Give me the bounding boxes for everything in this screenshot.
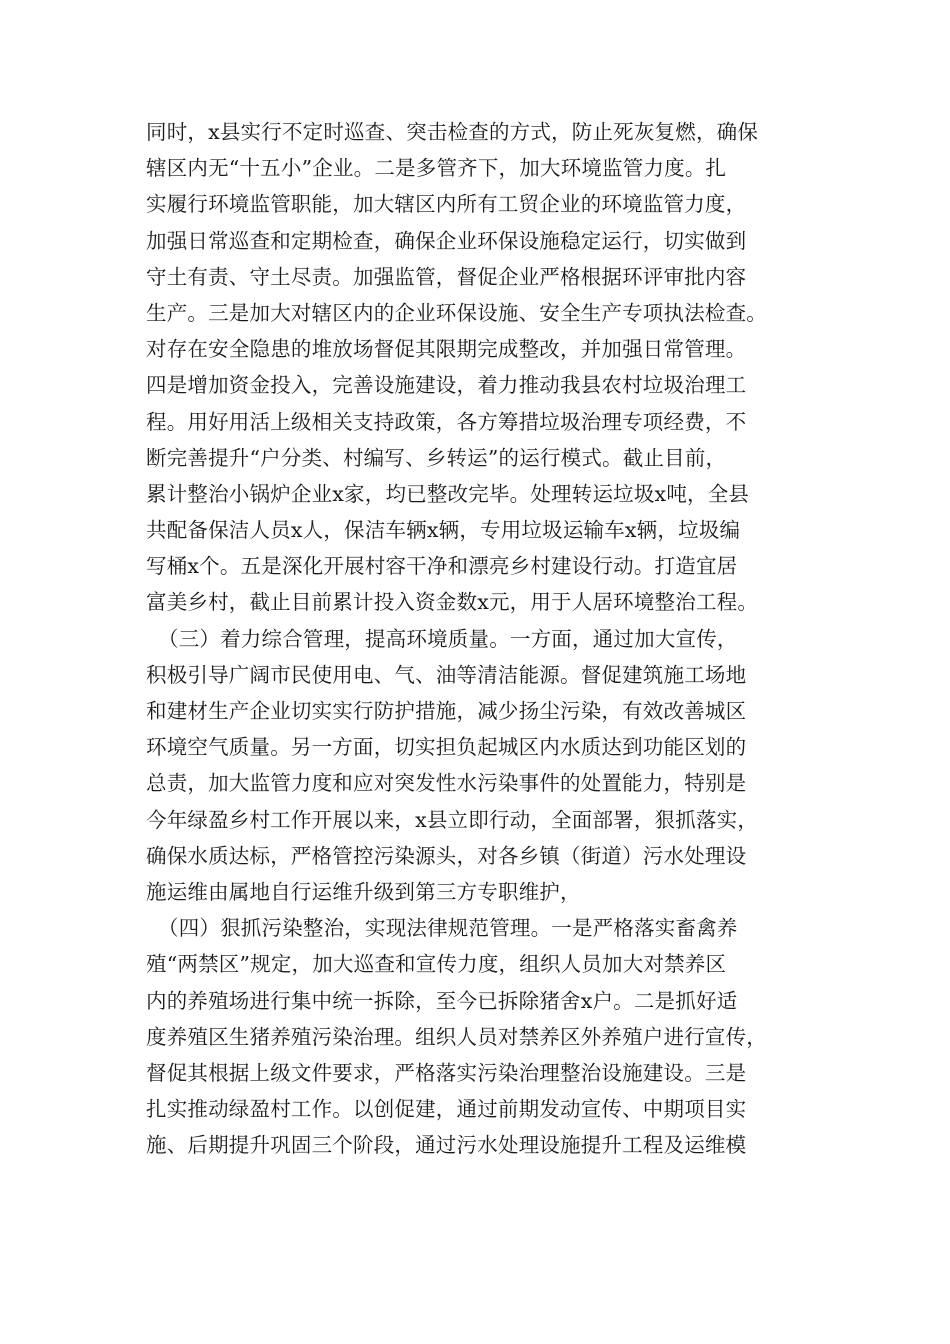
text-line: 守土有责、守土尽责。加强监管，督促企业严格根据环评审批内容 xyxy=(146,264,747,289)
text-line: 共配备保洁人员x人，保洁车辆x辆，专用垃圾运输车x辆，垃圾编 xyxy=(146,518,741,543)
text-line: 断完善提升“户分类、村编写、乡转运”的运行模式。截止目前， xyxy=(146,445,727,470)
text-line: 累计整治小锅炉企业x家，均已整改完毕。处理转运垃圾x吨，全县 xyxy=(146,481,750,506)
text-line: 同时，x县实行不定时巡查、突击检查的方式，防止死灰复燃，确保 xyxy=(146,120,759,144)
text-line: 写桶x个。五是深化开展村容干净和漂亮乡村建设行动。打造宜居 xyxy=(146,554,738,579)
section-heading-line: （三）着力综合管理，提高环境质量。一方面，通过加大宣传， xyxy=(158,626,738,651)
text-line: 辖区内无“十五小”企业。二是多管齐下，加大环境监管力度。扎 xyxy=(146,156,727,181)
body-text xyxy=(146,114,811,1163)
text-line: 和建材生产企业切实实行防护措施，减少扬尘污染，有效改善城区 xyxy=(146,699,747,723)
text-line: 四是增加资金投入，完善设施建设，着力推动我县农村垃圾治理工 xyxy=(146,373,747,398)
text-line: 施运维由属地自行运维升级到第三方专职维护， xyxy=(146,879,581,904)
text-line: 总责，加大监管力度和应对突发性水污染事件的处置能力，特别是 xyxy=(146,771,747,796)
text-line: 对存在安全隐患的堆放场督促其限期完成整改，并加强日常管理。 xyxy=(146,337,747,362)
text-line: 督促其根据上级文件要求，严格落实污染治理整治设施建设。三是 xyxy=(146,1060,747,1085)
text-line: 实履行环境监管职能，加大辖区内所有工贸企业的环境监管力度， xyxy=(146,192,747,217)
text-line: 内的养殖场进行集中统一拆除，至今已拆除猪舍x户。二是抓好适 xyxy=(146,988,738,1013)
text-line: 确保水质达标，严格管控污染源头，对各乡镇（街道）污水处理设 xyxy=(146,843,747,868)
text-line: 生产。三是加大对辖区内的企业环保设施、安全生产专项执法检查。 xyxy=(146,300,767,325)
text-line: 殖“两禁区”规定，加大巡查和宣传力度，组织人员加大对禁养区 xyxy=(146,952,727,977)
text-line: 今年绿盈乡村工作开展以来，x县立即行动，全面部署，狠抓落实， xyxy=(146,807,759,832)
text-line: 施、后期提升巩固三个阶段，通过污水处理设施提升工程及运维模 xyxy=(146,1133,747,1158)
text-line: 环境空气质量。另一方面，切实担负起城区内水质达到功能区划的 xyxy=(146,735,747,760)
section-heading-line: （四）狠抓污染整治，实现法律规范管理。一是严格落实畜禽养 xyxy=(158,916,738,941)
text-line: 扎实推动绿盈村工作。以创促建，通过前期发动宣传、中期项目实 xyxy=(146,1097,747,1122)
text-line: 积极引导广阔市民使用电、气、油等清洁能源。督促建筑施工场地 xyxy=(146,662,747,687)
text-line: 程。用好用活上级相关支持政策，各方筹措垃圾治理专项经费，不 xyxy=(146,409,747,434)
text-line: 富美乡村，截止目前累计投入资金数x元，用于人居环境整治工程。 xyxy=(146,590,759,615)
text-line: 加强日常巡查和定期检查，确保企业环保设施稳定运行，切实做到 xyxy=(146,228,747,253)
text-line: 度养殖区生猪养殖污染治理。组织人员对禁养区外养殖户进行宣传， xyxy=(146,1024,767,1049)
